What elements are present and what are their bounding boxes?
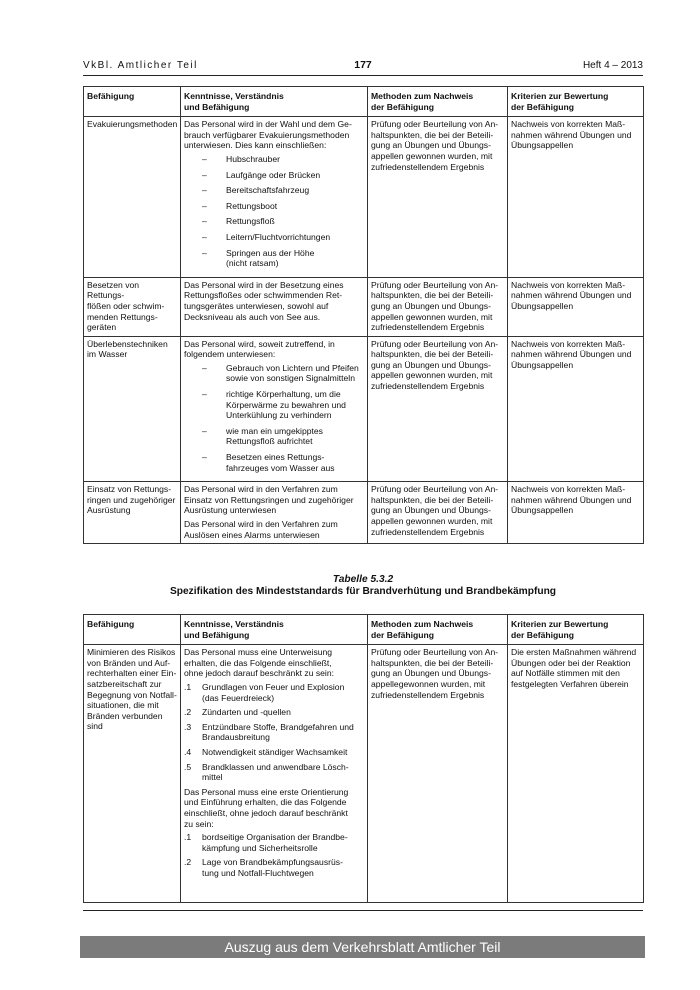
list-item-text: wie man ein umgekipptes Rettungsfloß aufrichtet (226, 425, 323, 447)
method-text: Prüfung oder Beurteilung von An- haltspunkten, die bei der Beteili- gung an Übungen und Übungs- appellen gewonnen wurden, mit zufriedenstellendem Ergebnis (371, 484, 499, 537)
knowledge-intro: Das Personal wird in der Besetzung eines Rettungsfloßes oder schwimmenden Ret- tungsgerätes unterwiesen, sowohl auf Decksniveau als auch von See aus. (184, 279, 344, 322)
list-item: – Bereitschaftsfahrzeug (202, 185, 310, 196)
criteria-cell (508, 336, 644, 482)
col-header (368, 615, 508, 645)
list-item: – Besetzen eines Rettungs- fahrzeuges vom Wasser aus (202, 452, 335, 473)
list-item (184, 762, 364, 783)
list-item-text: Besetzen eines Rettungs- fahrzeuges vom Wasser aus (226, 452, 335, 473)
criteria-text: Die ersten Maßnahmen während Übungen oder bei der Reaktion auf Notfälle stimmen mit den festgelegten Verfahren überein (511, 647, 637, 689)
competence-cell (84, 336, 181, 482)
knowledge-intro: Das Personal wird, soweit zutreffend, in folgendem unterwiesen: (184, 338, 335, 360)
method-text: Prüfung oder Beurteilung von An- haltspunkten, die bei der Beteili- gung an Übungen und Übungs- appellen gewonnen wurden, mit zufriedenstellendem Ergebnis (371, 338, 499, 392)
header-journal: VkBl. Amtlicher Teil (83, 60, 198, 71)
criteria-text: Nachweis von korrekten Maß- nahmen während Übungen und Übungsappellen (511, 279, 632, 311)
table-row (84, 277, 644, 336)
header-rule (83, 75, 643, 76)
table-row (84, 117, 644, 278)
list-item (184, 722, 364, 743)
list-number: .1 (184, 832, 192, 843)
list-item: – Rettungsfloß (202, 216, 275, 227)
method-cell (368, 482, 508, 544)
list-number: .2 (184, 707, 192, 718)
list-item: – Gebrauch von Lichtern und Pfeifen sowie von sonstigen Signalmitteln (202, 362, 359, 384)
criteria-cell (508, 645, 644, 903)
list-item: – Laufgänge oder Brücken (202, 169, 321, 180)
list-item-text: Zündarten und -quellen (202, 707, 291, 718)
table-header-row (84, 615, 644, 645)
col-header-text: Methoden zum Nachweis der Befähigung (371, 619, 474, 640)
competence-cell (84, 482, 181, 544)
table-header-row (84, 87, 644, 117)
col-header (508, 87, 644, 117)
list-item: – richtige Körperhaltung, um die Körperwärme zu bewahren und Unterkühlung zu verhindern (202, 389, 346, 421)
bottom-rule (83, 910, 643, 911)
list-item-text: richtige Körperhaltung, um die Körperwärme zu bewahren und Unterkühlung zu verhindern (226, 389, 346, 421)
list-number: .5 (184, 761, 192, 772)
page-number: 177 (354, 59, 372, 71)
competence-cell (84, 645, 181, 903)
list-item: – Leitern/Fluchtvorrichtungen (202, 231, 331, 242)
knowledge-intro: Das Personal wird in der Wahl und dem Ge- brauch verfügbarer Evakuierungsmethoden unterwiesen. Dies kann einschließen: (184, 119, 352, 151)
list-item-text: Rettungsboot (226, 200, 278, 211)
col-header: Befähigung (84, 87, 181, 117)
table-label: Tabelle 5.3.2 (332, 574, 394, 585)
list-item-text: Lage von Brandbekämpfungsausrüs- tung und Notfall-Fluchtwegen (202, 857, 343, 878)
table-5-3-2 (83, 614, 644, 903)
criteria-text: Nachweis von korrekten Maß- nahmen während Übungen und Übungsappellen (511, 119, 632, 151)
competence-cell (84, 117, 181, 278)
knowledge-mid: Das Personal muss eine erste Orientierung und Einführung erhalten, die das Folgende einschließt, ohne jedoch darauf beschränkt zu sein: (184, 786, 349, 829)
col-header (181, 615, 368, 645)
list-item-text: Entzündbare Stoffe, Brandgefahren und Brandausbreitung (202, 721, 354, 743)
list-item (184, 857, 364, 878)
list-item: – Hubschrauber (202, 153, 280, 164)
list-item (184, 682, 364, 703)
method-cell (368, 645, 508, 903)
knowledge-cell (181, 117, 368, 278)
method-cell (368, 117, 508, 278)
criteria-cell (508, 277, 644, 336)
knowledge-intro: Das Personal wird in den Verfahren zum Einsatz von Rettungsringen und zugehöriger Ausrüstung unterwiesen (184, 484, 354, 516)
list-item-text: bordseitige Organisation der Brandbe- kämpfung und Sicherheitsrolle (202, 832, 348, 853)
list-item-text: Leitern/Fluchtvorrichtungen (226, 231, 331, 242)
col-header (368, 87, 508, 117)
header-issue: Heft 4 – 2013 (582, 60, 643, 71)
competence-cell (84, 277, 181, 336)
knowledge-cell (181, 277, 368, 336)
table-caption (83, 574, 643, 598)
list-item (184, 832, 364, 853)
list-number: .2 (184, 857, 192, 868)
list-number: .1 (184, 681, 192, 692)
footer-banner: Auszug aus dem Verkehrsblatt Amtlicher Teil (80, 936, 645, 958)
col-header: Befähigung (84, 615, 181, 645)
table-row (84, 336, 644, 482)
method-text: Prüfung oder Beurteilung von An- haltspunkten, die bei der Beteili- gung an Übungen und Übungs- appellen gewonnen wurden, mit zufriedenstellendem Ergebnis (371, 119, 499, 172)
list-item (184, 747, 364, 758)
table-row (84, 482, 644, 544)
competence-text: Minimieren des Risikos von Bränden und Auf- rechterhalten einer Ein- satzbereitschaft zur Begegnung von Notfall- situationen, die mit Bränden verbunden sind (87, 647, 177, 732)
criteria-cell (508, 482, 644, 544)
list-item-text: Gebrauch von Lichtern und Pfeifen sowie von sonstigen Signalmitteln (226, 362, 359, 384)
table-title: Spezifikation des Mindeststandards für Brandverhütung und Brandbekämpfung (169, 586, 557, 597)
method-cell (368, 336, 508, 482)
criteria-text: Nachweis von korrekten Maß- nahmen während Übungen und Übungsappellen (511, 338, 632, 370)
criteria-text: Nachweis von korrekten Maß- nahmen während Übungen und Übungsappellen (511, 484, 632, 516)
col-header-text: Kriterien zur Bewertung der Befähigung (511, 619, 609, 640)
list-item-text: Grundlagen von Feuer und Explosion (das Feuerdreieck) (202, 681, 345, 703)
col-header-text: Methoden zum Nachweis der Befähigung (371, 91, 474, 112)
method-text: Prüfung oder Beurteilung von An- haltspunkten, die bei der Beteili- gung an Übungen und Übungs- appellegewonnen wurden, mit zufriedenstellendem Ergebnis (371, 647, 499, 700)
list-item-text: Laufgänge oder Brücken (226, 169, 321, 180)
col-header-text: Kenntnisse, Verständnis und Befähigung (184, 91, 284, 112)
col-header-text: Kenntnisse, Verständnis und Befähigung (184, 619, 284, 640)
col-header (181, 87, 368, 117)
list-item-text: Springen aus der Höhe (nicht ratsam) (226, 247, 315, 269)
competence-text: Überlebenstechniken im Wasser (87, 338, 168, 360)
list-item-text: Rettungsfloß (226, 216, 275, 227)
competence-text: Evakuierungsmethoden (87, 119, 178, 130)
list-number: .4 (184, 746, 192, 757)
page-header (83, 58, 643, 74)
list-item: – Rettungsboot (202, 200, 278, 211)
knowledge-cell (181, 482, 368, 544)
method-text: Prüfung oder Beurteilung von An- haltspunkten, die bei der Beteili- gung an Übungen und Übungs- appellen gewonnen wurden, mit zufriedenstellendem Ergebnis (371, 279, 499, 333)
list-item: – wie man ein umgekipptes Rettungsfloß aufrichtet (202, 425, 323, 447)
competence-text: Besetzen von Rettungs- flößen oder schwim- menden Rettungs- geräten (87, 279, 165, 333)
list-item (184, 707, 364, 718)
table-5-3-1 (83, 86, 644, 544)
list-item-text: Bereitschaftsfahrzeug (226, 185, 310, 196)
col-header-text: Kriterien zur Bewertung der Befähigung (511, 91, 609, 112)
method-cell (368, 277, 508, 336)
list-item-text: Notwendigkeit ständiger Wachsamkeit (202, 746, 348, 757)
list-item-text: Hubschrauber (226, 153, 280, 164)
col-header (508, 615, 644, 645)
knowledge-cell (181, 645, 368, 903)
knowledge-extra: Das Personal wird in den Verfahren zum Auslösen eines Alarms unterwiesen (184, 519, 338, 540)
knowledge-intro: Das Personal muss eine Unterweisung erhalten, die das Folgende einschließt, ohne jedoch darauf beschränkt zu sein: (184, 647, 335, 679)
list-item: – Springen aus der Höhe (nicht ratsam) (202, 247, 315, 269)
competence-text: Einsatz von Rettungs- ringen und zugehöriger Ausrüstung (87, 484, 176, 516)
knowledge-cell (181, 336, 368, 482)
table-row (84, 645, 644, 903)
list-number: .3 (184, 721, 192, 732)
list-item-text: Brandklassen und anwendbare Lösch- mittel (202, 761, 349, 783)
criteria-cell (508, 117, 644, 278)
